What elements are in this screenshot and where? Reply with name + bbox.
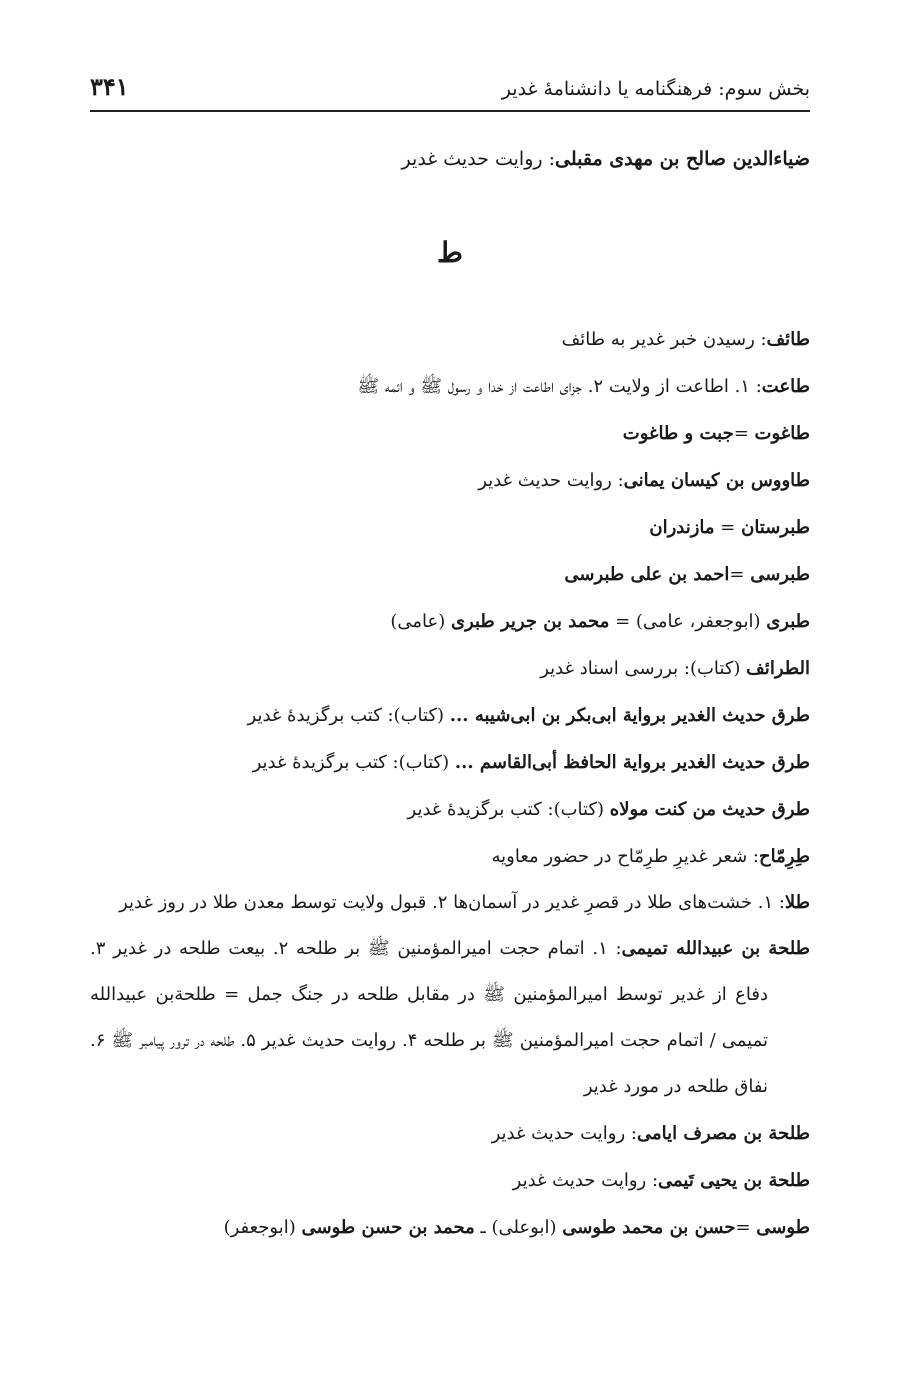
entry-term: طلحة بن مصرف ایامی	[636, 1123, 810, 1144]
entry-cross-reference: مازندران	[649, 517, 715, 538]
entry-term: طلحة بن عبیدالله تمیمی	[621, 938, 810, 959]
entry-term: طبرسی	[750, 564, 810, 585]
entry-term: طرق حدیث الغدیر بروایة ابی‌بکر بن ابی‌شیبه ...	[449, 705, 810, 726]
entry-term: ضیاءالدین صالح بن مهدی مقبلی	[555, 148, 810, 170]
glossary-entry	[90, 833, 810, 880]
entry-definition: (کتاب): کتب برگزیدهٔ غدیر	[247, 705, 450, 726]
glossary-entry	[90, 1204, 810, 1251]
page-header	[90, 70, 810, 112]
glossary-entry	[90, 410, 810, 457]
entry-term: طوسی	[756, 1217, 810, 1238]
glossary-entry	[90, 316, 810, 363]
entry-definition: : شعر غدیرِ طرِمّاح در حضور معاویه	[491, 846, 759, 867]
entry-term: طِرِمّاح	[758, 846, 810, 867]
entry-definition: (کتاب): کتب برگزیدهٔ غدیر	[252, 752, 455, 773]
entry-definition: =	[729, 564, 751, 585]
entry-cross-reference: حسن بن محمد طوسی	[562, 1217, 736, 1238]
entry-definition: (کتاب): کتب برگزیدهٔ غدیر	[407, 799, 610, 820]
entry-definition: : روایت حدیث غدیر	[491, 1123, 637, 1144]
entry-term: طاعت	[761, 376, 810, 397]
entry-term: طاغوت	[754, 423, 810, 444]
entry-definition: (کتاب): بررسی اسناد غدیر	[540, 658, 747, 679]
entry-cross-reference: محمد بن حسن طوسی	[301, 1217, 475, 1238]
glossary-entry	[90, 645, 810, 692]
entry-cross-reference: احمد بن علی طبرسی	[564, 564, 730, 585]
glossary-entry	[90, 1110, 810, 1157]
entry-term: طرق حدیث من کنت مولاه	[609, 799, 810, 820]
glossary-entry	[90, 457, 810, 504]
entry-term: طلا	[784, 892, 810, 913]
entry-definition: =	[735, 1217, 757, 1238]
entry-definition: =	[714, 517, 742, 538]
entry-note: (ابوعلی) ـ	[474, 1217, 563, 1238]
entry-definition: =	[733, 423, 755, 444]
entry-definition: : ۱. خشت‌های طلا در قصرِ غدیر در آسمان‌ها ۲. قبول ولایت توسط معدن طلا در روز غدیر	[119, 892, 785, 913]
entry-definition: (ابوجعفر، عامی) =	[609, 611, 767, 632]
entry-definition: : ۱. اطاعت از ولایت ۲. جزای اطاعت از خدا و رسول ﷺ و ائمه ﷺ	[357, 376, 762, 397]
glossary-entry	[90, 598, 810, 645]
entry-note: (ابوجعفر)	[223, 1217, 302, 1238]
entry-definition: : روایت حدیث غدیر	[401, 148, 555, 170]
entry-term: طرق حدیث الغدیر بروایة الحافظ أبی‌القاسم ...	[454, 752, 810, 773]
entry-definition: : روایت حدیث غدیر	[478, 470, 624, 491]
glossary-entry	[90, 504, 810, 551]
glossary-entry	[90, 551, 810, 598]
glossary-entry	[90, 926, 810, 1110]
entry-definition: : رسیدن خبر غدیر به طائف	[561, 329, 767, 350]
entry-term: طائف	[766, 329, 810, 350]
glossary-entry	[90, 786, 810, 833]
intro-entry	[90, 148, 810, 170]
glossary-entry	[90, 880, 810, 926]
entry-term: طبرستان	[741, 517, 810, 538]
entry-definition: : ۱. اتمام حجت امیرالمؤمنین ﷺ بر طلحه ۲. بیعت طلحه در غدیر ۳. دفاع از غدیر توسط امیرالمؤمنین ﷺ در مقابل طلحه در جنگ جمل = طلحة‌بن عبیدالله تمیمی / اتمام حجت امیرالمؤمنین ﷺ بر طلحه ۴. روایت حدیث غدیر ۵. طلحه در ترور پیامبر ﷺ ۶. نفاق طلحه در مورد غدیر	[90, 938, 768, 1097]
page-number: ۳۴۱	[90, 72, 129, 101]
entry-definition: : روایت حدیث غدیر	[512, 1170, 659, 1191]
section-letter: ط	[437, 236, 463, 269]
entry-term: طلحة بن یحیی تَیمی	[658, 1170, 810, 1191]
entry-term: طبری	[766, 611, 810, 632]
entry-list	[90, 316, 810, 1251]
entry-note: (عامی)	[390, 611, 451, 632]
entry-cross-reference: محمد بن جریر طبری	[450, 611, 610, 632]
glossary-entry	[90, 1157, 810, 1204]
glossary-entry	[90, 739, 810, 786]
entry-term: طاووس بن کیسان یمانی	[623, 470, 810, 491]
glossary-entry	[90, 363, 810, 410]
glossary-entry	[90, 692, 810, 739]
entry-term: الطرائف	[746, 658, 810, 679]
running-header-title: بخش سوم: فرهنگنامه یا دانشنامهٔ غدیر	[501, 78, 810, 100]
entry-cross-reference: جبت و طاغوت	[622, 423, 734, 444]
